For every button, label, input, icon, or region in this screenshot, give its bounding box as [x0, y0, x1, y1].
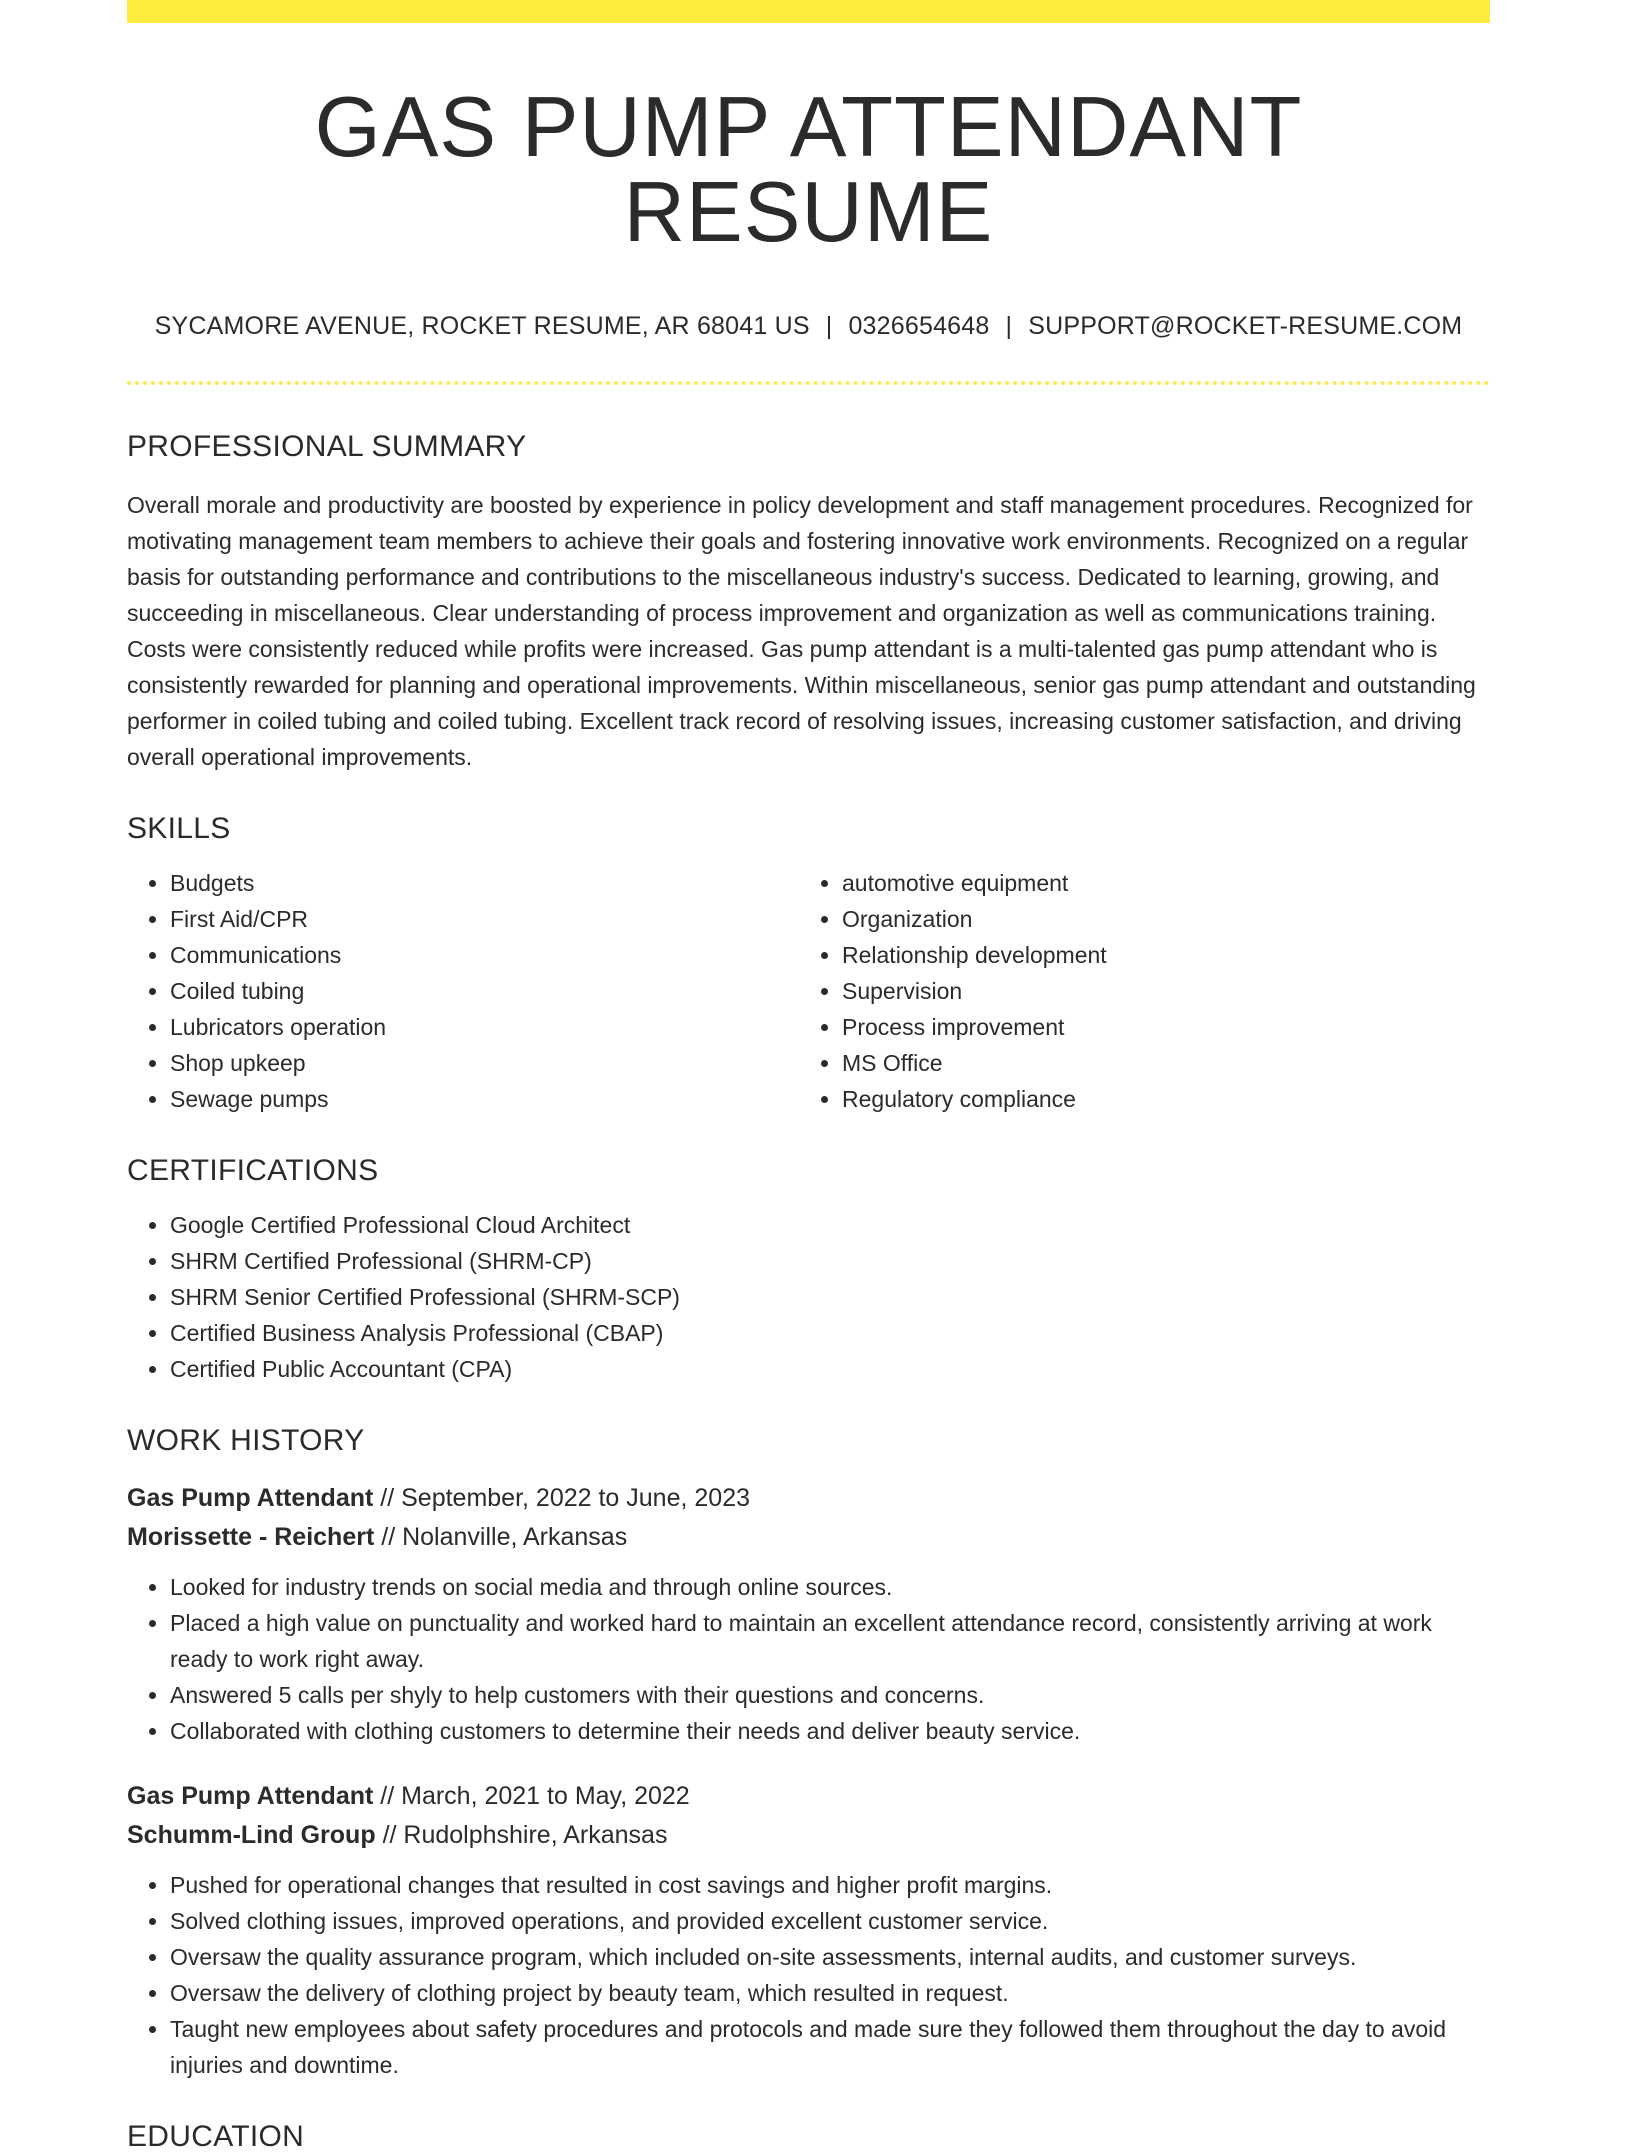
job-entry: [127, 1479, 1490, 1749]
skill-item: • MS Office: [842, 1045, 1471, 1081]
skill-item: • Regulatory compliance: [842, 1081, 1471, 1117]
skill-item: • Communications: [170, 937, 799, 973]
top-accent-bar: [127, 0, 1490, 23]
summary-section: [127, 429, 1490, 775]
certifications-list: [127, 1207, 1490, 1387]
job-bullet: • Solved clothing issues, improved operations, and provided excellent customer service.: [170, 1903, 1490, 1939]
job-location: // Rudolphshire, Arkansas: [382, 1821, 668, 1849]
job-title-line: [127, 1777, 1490, 1816]
skill-item: • Relationship development: [842, 937, 1471, 973]
skill-item: • Budgets: [170, 865, 799, 901]
job-company-line: [127, 1518, 1490, 1557]
skills-section: [127, 811, 1490, 1117]
certification-item: • Certified Business Analysis Professional (CBAP): [170, 1315, 1490, 1351]
skill-item: • Lubricators operation: [170, 1009, 799, 1045]
job-title: Gas Pump Attendant: [127, 1484, 374, 1512]
job-location: // Nolanville, Arkansas: [381, 1523, 628, 1551]
education-section: [127, 2119, 1490, 2155]
skill-item: • Sewage pumps: [170, 1081, 799, 1117]
work-history-section: [127, 1423, 1490, 2083]
skills-list-left: [127, 865, 799, 1117]
job-dates: // March, 2021 to May, 2022: [380, 1782, 690, 1810]
job-company-line: [127, 1816, 1490, 1855]
skill-item: • Coiled tubing: [170, 973, 799, 1009]
certification-item: • Google Certified Professional Cloud Architect: [170, 1207, 1490, 1243]
contact-address: SYCAMORE AVENUE, ROCKET RESUME, AR 68041 US: [154, 312, 810, 340]
job-bullet: • Oversaw the delivery of clothing project by beauty team, which resulted in request.: [170, 1975, 1490, 2011]
job-bullets: [127, 1569, 1490, 1749]
contact-phone: 0326654648: [848, 312, 990, 340]
summary-heading: PROFESSIONAL SUMMARY: [127, 430, 527, 463]
job-bullets: [127, 1867, 1490, 2083]
job-bullet: • Collaborated with clothing customers to determine their needs and deliver beauty service.: [170, 1713, 1490, 1749]
job-bullet: • Taught new employees about safety procedures and protocols and made sure they followed them throughout the day to avoid injuries and downtime.: [170, 2011, 1490, 2083]
job-bullet: • Answered 5 calls per shyly to help customers with their questions and concerns.: [170, 1677, 1490, 1713]
skills-heading: SKILLS: [127, 812, 231, 845]
resume-title: GAS PUMP ATTENDANT RESUME: [314, 80, 1303, 260]
job-bullet: • Pushed for operational changes that resulted in cost savings and higher profit margins.: [170, 1867, 1490, 1903]
skill-item: • Process improvement: [842, 1009, 1471, 1045]
skill-item: • Organization: [842, 901, 1471, 937]
certification-item: • SHRM Senior Certified Professional (SHRM-SCP): [170, 1279, 1490, 1315]
job-dates: // September, 2022 to June, 2023: [380, 1484, 750, 1512]
skill-item: • Supervision: [842, 973, 1471, 1009]
contact-separator: |: [825, 312, 833, 340]
skill-item: • automotive equipment: [842, 865, 1471, 901]
work-history-heading: WORK HISTORY: [127, 1424, 365, 1457]
job-company: Morissette - Reichert: [127, 1523, 375, 1551]
dotted-divider: [127, 381, 1490, 385]
summary-text: Overall morale and productivity are boosted by experience in policy development and staff management procedures. Recognized for motivating management team members to achieve their goals and fostering innovative work environments. Recognized on a regular basis for outstanding performance and contributions to the miscellaneous industry's success. Dedicated to learning, growing, and succeeding in miscellaneous. Clear understanding of process improvement and organization as well as communications training. Costs were consistently reduced while profits were increased. Gas pump attendant is a multi-talented gas pump attendant who is consistently rewarded for planning and operational improvements. Within miscellaneous, senior gas pump attendant and outstanding performer in coiled tubing and coiled tubing. Excellent track record of resolving issues, increasing customer satisfaction, and driving overall operational improvements.: [127, 492, 1476, 770]
education-heading: EDUCATION: [127, 2120, 305, 2153]
certification-item: • SHRM Certified Professional (SHRM-CP): [170, 1243, 1490, 1279]
contact-line: [127, 311, 1490, 341]
certifications-section: [127, 1153, 1490, 1387]
skills-columns: [127, 847, 1490, 1117]
job-company: Schumm-Lind Group: [127, 1821, 376, 1849]
certifications-heading: CERTIFICATIONS: [127, 1154, 379, 1187]
contact-separator: |: [1005, 312, 1013, 340]
skill-item: • First Aid/CPR: [170, 901, 799, 937]
job-bullet: • Oversaw the quality assurance program, which included on-site assessments, internal audits, and customer surveys.: [170, 1939, 1490, 1975]
skill-item: • Shop upkeep: [170, 1045, 799, 1081]
job-bullet: • Placed a high value on punctuality and worked hard to maintain an excellent attendance record, consistently arriving at work ready to work right away.: [170, 1605, 1490, 1677]
contact-email: SUPPORT@ROCKET-RESUME.COM: [1028, 312, 1463, 340]
certification-item: • Certified Public Accountant (CPA): [170, 1351, 1490, 1387]
skills-list-right: [799, 865, 1471, 1117]
resume-content: [127, 0, 1490, 2155]
job-title-line: [127, 1479, 1490, 1518]
job-bullet: • Looked for industry trends on social media and through online sources.: [170, 1569, 1490, 1605]
job-title: Gas Pump Attendant: [127, 1782, 374, 1810]
job-entry: [127, 1777, 1490, 2083]
